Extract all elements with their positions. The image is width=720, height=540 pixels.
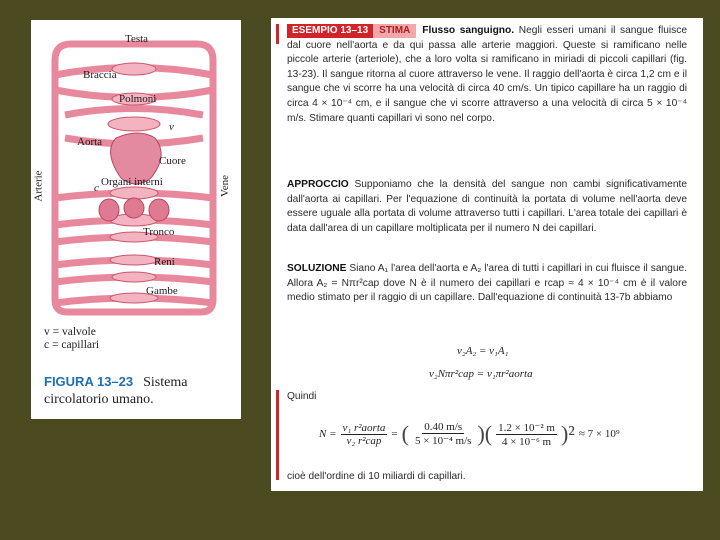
label-vene: Vene [219,175,231,197]
solution-text: Siano A₁ l'area dell'aorta e A₂ l'area di tutti i capillari in cui fluisce il sangue. Allora A₂ = Nπr²cap dove N è il numero dei capillari e rcap ≈ 4 × 10⁻⁴ cm è il valore medio stimato per il raggio di un capillare. Dall'equazione di continuità 13-7b abbiamo [287,263,687,304]
estimate-badge: STIMA [373,24,416,38]
accent-bar-solution [276,390,279,480]
eq3-mid-den: 5 × 10⁻⁴ m/s [414,435,472,447]
equation-result: N = v₁ r²aorta v₂ r²cap = ( $\frac{0.40 m/s}{\text{5 × 10⁻⁴ m/s}}$ )( $\frac{\text{1.2 × 10⁻² m}}{\text{4 × 10⁻⁶ m}}$ )² ≈ 7 × 10⁹ [319,421,620,448]
label-tronco: Tronco [143,226,175,238]
eq3-fraction3 [496,421,557,448]
label-testa: Testa [125,33,149,45]
figure-panel [31,20,241,419]
label-gambe: Gambe [146,285,178,297]
eq3-lhs: N = [319,428,337,440]
example-intro: Negli esseri umani il sangue fluisce dal cuore nell'aorta e da qui passa alle arterie maggiori. Queste si ramificano nelle piccole arterie (arteriole), che a loro volta si ramificano in miriadi di piccoli capillari (fig. 13-23). Il sangue ritorna al cuore attraverso le vene. Il raggio dell'aorta è circa 1,2 cm e il sangue che vi scorre ha una velocità di circa 40 cm/s. Un tipico capillare ha un raggio di circa 4 × 10⁻⁴ cm, e il sangue che vi scorre attraverso a una velocità di circa 5 × 10⁻⁴ m/s. Stimare quanti capillari vi sono nel corpo. [287,25,687,124]
eq3-num: v₁ r²aorta [342,421,386,434]
eq3-fraction2 [413,421,474,447]
solution-heading: SOLUZIONE [287,263,347,274]
legend-valvole: v = valvole [44,326,96,338]
eq3-result: ≈ 7 × 10⁹ [578,428,620,440]
example-panel [271,18,703,491]
eq3-r-num: 1.2 × 10⁻² m [498,421,555,434]
label-aorta: Aorta [77,136,103,148]
approach-block [287,178,687,236]
example-title: Flusso sanguigno. [422,25,515,36]
equation-continuity: v₂A₂ = v₁A₁ [457,345,509,357]
legend-capillari: c = capillari [44,339,100,351]
label-reni: Reni [154,256,175,268]
label-braccia: Braccia [83,69,117,81]
label-organi: Organi interni [101,176,163,188]
quindi-label: Quindi [287,391,317,402]
figure-number: FIGURA 13–23 [44,374,134,389]
circulatory-diagram [31,20,241,320]
example-tag: ESEMPIO 13–13 [287,24,373,38]
approach-heading: APPROCCIO [287,179,349,190]
label-cuore: Cuore [159,155,186,167]
example-intro-block [287,24,687,126]
equation-area: v₂Nπr²cap = v₁πr²aorta [429,368,533,380]
accent-bar [276,24,279,44]
figure-caption [44,373,234,408]
solution-block [287,262,687,306]
eq3-mid-num: 0.40 m/s [424,421,463,433]
label-v: v [169,121,174,133]
eq3-den: v₂ r²cap [346,434,382,447]
conclusion: cioè dell'ordine di 10 miliardi di capillari. [287,471,466,482]
label-polmoni: Polmoni [119,93,157,105]
figure-caption-text: Sistema circolatorio umano. [44,375,188,407]
approach-text: Supponiamo che la densità del sangue non cambi significativamente dall'aorta ai capillari. Per l'equazione di continuità la portata di volume nell'aorta deve essere uguale alla portata di volume attraverso tutti i capillari. L'area totale dei capillari è data dall'area di un capillare moltiplicata per il numero N dei capillari. [287,179,687,234]
label-c: c [94,182,99,194]
label-arterie: Arterie [32,170,45,202]
eq3-r-den: 4 × 10⁻⁶ m [501,435,552,448]
eq3-fraction1 [341,422,388,447]
